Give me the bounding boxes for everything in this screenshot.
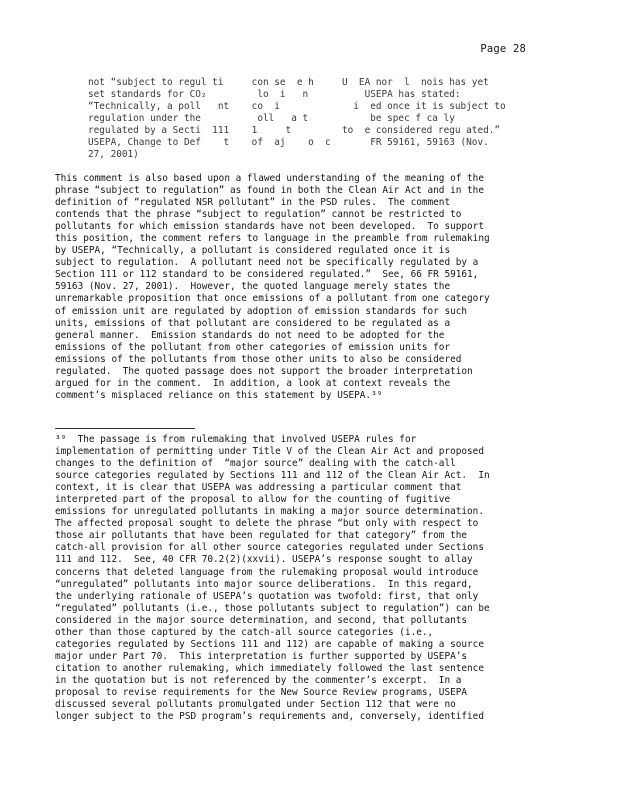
body-line: 59163 (Nov. 27, 2001). However, the quoted language merely states the (55, 281, 451, 293)
footnote-line: “regulated” pollutants (i.e., those pollutants subject to regulation”) can be (55, 602, 490, 614)
body-line: of emission unit are regulated by adoption of emission standards for such (55, 305, 468, 317)
footnote-line: longer subject to the PSD program’s requirements and, conversely, identified (55, 711, 484, 723)
footnote-line: The affected proposal sought to delete the phrase “but only with respect to (55, 518, 479, 530)
quote-line: “Technically, a poll nt co i i ed once it is subject to (88, 101, 506, 113)
footnote-line: the underlying rationale of USEPA’s quotation was twofold: first, that only (55, 590, 479, 602)
body-line: pollutants for which emission standards have not been developed. To support (55, 221, 484, 233)
page-number: Page 28 (480, 43, 526, 55)
footnote-line: those air pollutants that have been regulated for that category” from the (55, 530, 468, 542)
body-line: units, emissions of that pollutant are considered to be regulated as a (55, 317, 451, 329)
footnote-line: catch-all provision for all other source categories regulated under Sections (55, 542, 484, 554)
body-line: definition of “regulated NSR pollutant” in the PSD rules. The comment (55, 197, 451, 209)
body-line: this position, the comment refers to language in the preamble from rulemaking (55, 233, 490, 245)
quote-line: USEPA, Change to Def t of aj o c FR 59161, 59163 (Nov. (88, 137, 489, 149)
body-line: argued for in the comment. In addition, a look at context reveals the (55, 377, 451, 389)
footnote-line: changes to the definition of “major source” dealing with the catch-all (55, 458, 456, 470)
footnote-line: 111 and 112. See, 40 CFR 70.2(2)(xxvii). USEPA’s response sought to allay (55, 554, 473, 566)
body-line: unremarkable proposition that once emissions of a pollutant from one category (55, 293, 490, 305)
footnote-line: ³⁹ The passage is from rulemaking that involved USEPA rules for (55, 434, 417, 445)
body-line: emissions of the pollutants from those other units to also be considered (55, 353, 462, 365)
footnote-line: concerns that deleted language from the rulemaking proposal would introduce (55, 566, 479, 578)
quote-line: regulation under the oll a t be spec f ca ly (88, 113, 455, 125)
quote-line: set standards for CO₂ lo i n USEPA has stated: (88, 89, 461, 101)
body-line: comment’s misplaced reliance on this statement by USEPA.³⁹ (55, 389, 383, 401)
footnote-line: considered in the major source determination, and second, that pollutants (55, 614, 468, 626)
footnote-line: source categories regulated by Sections 111 and 112 of the Clean Air Act. In (55, 470, 490, 482)
footnote-line: proposal to revise requirements for the New Source Review programs, USEPA (55, 686, 468, 698)
footnote-line: citation to another rulemaking, which immediately followed the last sentence (55, 662, 484, 674)
body-paragraph (55, 173, 535, 402)
body-line: subject to regulation. A pollutant need not be specifically regulated by a (55, 257, 479, 269)
quote-line: 27, 2001) (88, 149, 139, 161)
footnote-line: other than those captured by the catch-all source categories (i.e., (55, 626, 434, 638)
footnote-line: context, it is clear that USEPA was addressing a particular comment that (55, 482, 462, 494)
footnote-39 (55, 434, 535, 723)
quote-line: not “subject to regul ti con se e h U EA nor l nois has yet (88, 77, 489, 88)
body-line: phrase “subject to regulation” as found in both the Clean Air Act and in the (55, 185, 484, 197)
footnote-line: categories regulated by Sections 111 and 112) are capable of making a source (55, 638, 484, 650)
quote-line: regulated by a Secti 111 1 t to e considered regu ated.” (88, 125, 501, 137)
footnote-separator (55, 428, 195, 429)
footnote-line: discussed several pollutants promulgated under Section 112 that were no (55, 699, 456, 711)
block-quote (88, 77, 528, 161)
footnote-line: emissions for unregulated pollutants in making a major source determination. (55, 506, 484, 518)
footnote-line: interpreted part of the proposal to allow for the counting of fugitive (55, 494, 451, 506)
body-line: This comment is also based upon a flawed understanding of the meaning of the (55, 173, 484, 184)
footnote-line: implementation of permitting under Title V of the Clean Air Act and proposed (55, 446, 484, 458)
body-line: regulated. The quoted passage does not support the broader interpretation (55, 365, 473, 377)
body-line: general manner. Emission standards do not need to be adopted for the (55, 329, 445, 341)
body-line: contends that the phrase “subject to regulation” cannot be restricted to (55, 209, 462, 221)
footnote-line: in the quotation but is not referenced by the commenter’s excerpt. In a (55, 674, 462, 686)
body-line: Section 111 or 112 standard to be considered regulated.” See, 66 FR 59161, (55, 269, 479, 281)
footnote-line: major under Part 70. This interpretation is further supported by USEPA’s (55, 650, 468, 662)
footnote-line: “unregulated” pollutants into major source deliberations. In this regard, (55, 578, 473, 590)
body-line: by USEPA, “Technically, a pollutant is considered regulated once it is (55, 245, 451, 257)
body-line: emissions of the pollutant from other categories of emission units for (55, 341, 451, 353)
